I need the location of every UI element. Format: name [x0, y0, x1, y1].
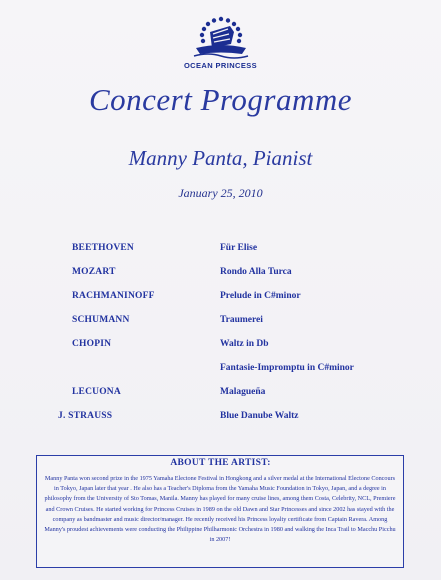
piece-4: Traumerei	[220, 315, 263, 325]
composer-1: BEETHOVEN	[72, 243, 134, 253]
ocean-princess-logo-icon	[190, 14, 252, 60]
performer-name: Manny Panta, Pianist	[128, 146, 313, 170]
piece-8: Blue Danube Waltz	[220, 411, 299, 421]
piece-3: Prelude in C#minor	[220, 291, 301, 301]
piece-6: Fantasie-Impromptu in C#minor	[220, 363, 354, 373]
composer-4: SCHUMANN	[72, 315, 130, 325]
concert-date: January 25, 2010	[178, 186, 263, 200]
piece-7: Malagueña	[220, 387, 266, 397]
composer-3: RACHMANINOFF	[72, 291, 155, 301]
composer-2: MOZART	[72, 267, 116, 277]
brand-name: OCEAN PRINCESS	[183, 61, 258, 70]
composer-5: CHOPIN	[72, 339, 112, 349]
piece-1: Für Elise	[220, 243, 258, 253]
piece-2: Rondo Alla Turca	[220, 267, 292, 277]
composer-8: J. STRAUSS	[58, 411, 113, 421]
about-heading: ABOUT THE ARTIST:	[170, 458, 271, 468]
composer-7: LECUONA	[72, 387, 121, 397]
about-text: Manny Panta won second prize in the 1975 Yamaha Electone Festival in Hongkong and a silver medal at the International Electone Concours in Tokyo, Japan later that year . He also has a Teacher's Diploma from the Yamaha Music Foundation in Tokyo, Japan, and a degree in philosophy from the University of Sto Tomas, Manila. Manny has played for many cruise lines, among them Costa, Celebrity, NCL, Premiere and Crown Cruises. He started working for Princess Cruises in 1989 on the old Dawn and Star Princesses and since 2002 has stayed with the company as bandmaster and music director/manager. He recently received his Princess loyalty certificate from Captain Ravera. Among Manny's proudest achievements were conducting the Philippine Philharmonic Orchestra in 1980 and walking the Inca Trail to Macchu Picchu in 2007!	[44, 475, 396, 544]
piece-5: Waltz in Db	[220, 339, 269, 349]
page-title: Concert Programme	[88, 82, 353, 117]
